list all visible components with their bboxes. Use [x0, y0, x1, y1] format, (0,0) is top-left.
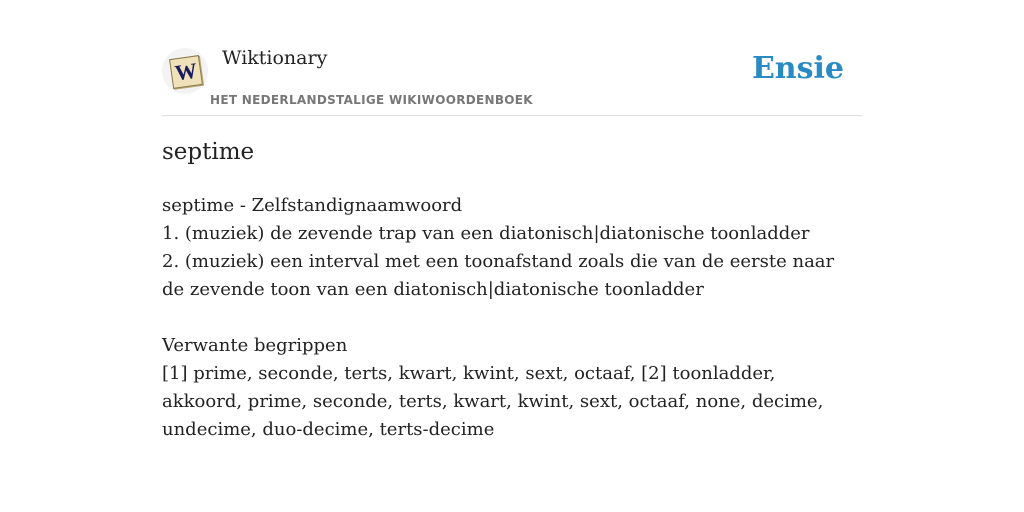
site-name[interactable]: Wiktionary: [222, 47, 328, 69]
logo-tile-icon: W: [169, 55, 203, 89]
wiktionary-logo[interactable]: [162, 48, 208, 94]
paragraph-spacer: [162, 304, 842, 332]
article-content: [162, 192, 842, 444]
page-title: septime: [162, 139, 255, 165]
definition-sense-1: 1. (muziek) de zevende trap van een diatonisch|diatonische toonladder: [162, 223, 810, 244]
related-heading: Verwante begrippen: [162, 335, 348, 356]
definition-sense-2: 2. (muziek) een interval met een toonafstand zoals die van de eerste naar de zevende toon van een diatonisch|diatonische toonladder: [162, 251, 835, 300]
related-terms: [1] prime, seconde, terts, kwart, kwint, sext, octaaf, [2] toonladder, akkoord, prime, seconde, terts, kwart, kwint, sext, octaaf, none, decime, undecime, duo-decime, terts-decime: [162, 363, 824, 440]
site-tagline: HET NEDERLANDSTALIGE WIKIWOORDENBOEK: [210, 93, 533, 107]
definition-heading: septime - Zelfstandignaamwoord: [162, 195, 463, 216]
ensie-brand-link[interactable]: Ensie: [751, 51, 844, 86]
site-header: [162, 44, 862, 116]
